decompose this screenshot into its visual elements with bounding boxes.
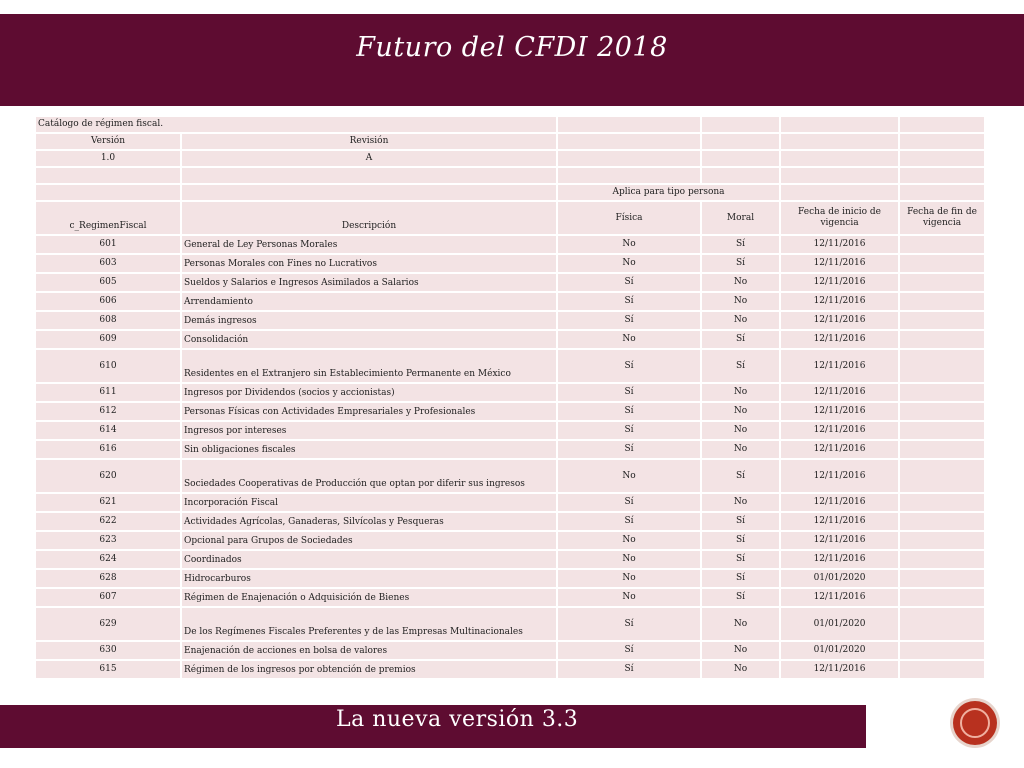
row-start-date: 12/11/2016 (781, 494, 898, 511)
row-description: Hidrocarburos (182, 570, 556, 587)
row-description: Coordinados (182, 551, 556, 568)
row-moral: No (702, 312, 779, 329)
row-description: General de Ley Personas Morales (182, 236, 556, 253)
row-moral: No (702, 494, 779, 511)
row-code: 611 (36, 384, 180, 401)
row-code: 624 (36, 551, 180, 568)
row-description: Arrendamiento (182, 293, 556, 310)
row-start-date: 01/01/2020 (781, 608, 898, 640)
row-moral: Sí (702, 236, 779, 253)
row-end-date (900, 384, 984, 401)
row-end-date (900, 661, 984, 678)
applies-label: Aplica para tipo persona (558, 185, 779, 200)
table-row (36, 403, 984, 420)
row-fisica: Sí (558, 441, 700, 458)
row-fisica: Sí (558, 312, 700, 329)
row-code: 623 (36, 532, 180, 549)
row-end-date (900, 331, 984, 348)
row-description: Opcional para Grupos de Sociedades (182, 532, 556, 549)
row-description: Demás ingresos (182, 312, 556, 329)
row-code: 601 (36, 236, 180, 253)
row-fisica: Sí (558, 384, 700, 401)
row-start-date: 01/01/2020 (781, 570, 898, 587)
row-code: 605 (36, 274, 180, 291)
row-fisica: Sí (558, 422, 700, 439)
page-title: Futuro del CFDI 2018 (356, 32, 668, 63)
row-code: 608 (36, 312, 180, 329)
row-fisica: No (558, 551, 700, 568)
row-code: 612 (36, 403, 180, 420)
version-value: 1.0 (36, 151, 180, 166)
row-moral: Sí (702, 589, 779, 606)
row-description: Sin obligaciones fiscales (182, 441, 556, 458)
row-start-date: 12/11/2016 (781, 513, 898, 530)
table-row (36, 551, 984, 568)
row-code: 615 (36, 661, 180, 678)
row-description: Ingresos por intereses (182, 422, 556, 439)
row-end-date (900, 236, 984, 253)
row-end-date (900, 608, 984, 640)
row-end-date (900, 293, 984, 310)
table-row (36, 255, 984, 272)
row-code: 628 (36, 570, 180, 587)
version-header-row (36, 134, 984, 149)
row-start-date: 12/11/2016 (781, 236, 898, 253)
revision-value: A (182, 151, 556, 166)
row-code: 622 (36, 513, 180, 530)
row-fisica: No (558, 589, 700, 606)
circle-logo-ring (960, 708, 990, 738)
row-end-date (900, 312, 984, 329)
row-moral: No (702, 422, 779, 439)
row-end-date (900, 274, 984, 291)
table-row (36, 661, 984, 678)
table-row (36, 570, 984, 587)
row-start-date: 12/11/2016 (781, 403, 898, 420)
row-fisica: Sí (558, 350, 700, 382)
row-start-date: 12/11/2016 (781, 589, 898, 606)
table-row (36, 513, 984, 530)
row-fisica: No (558, 236, 700, 253)
row-start-date: 12/11/2016 (781, 293, 898, 310)
row-start-date: 12/11/2016 (781, 422, 898, 439)
row-moral: No (702, 661, 779, 678)
row-code: 603 (36, 255, 180, 272)
row-moral: No (702, 274, 779, 291)
row-moral: No (702, 642, 779, 659)
table-row (36, 350, 984, 382)
row-moral: No (702, 384, 779, 401)
row-fisica: No (558, 570, 700, 587)
row-code: 620 (36, 460, 180, 492)
row-description: Ingresos por Dividendos (socios y accionistas) (182, 384, 556, 401)
row-moral: Sí (702, 570, 779, 587)
row-description: Actividades Agrícolas, Ganaderas, Silvícolas y Pesqueras (182, 513, 556, 530)
row-moral: Sí (702, 255, 779, 272)
row-description: Consolidación (182, 331, 556, 348)
row-description: Residentes en el Extranjero sin Establecimiento Permanente en México (182, 350, 556, 382)
table-row (36, 293, 984, 310)
row-start-date: 12/11/2016 (781, 441, 898, 458)
row-end-date (900, 532, 984, 549)
row-fisica: Sí (558, 642, 700, 659)
row-end-date (900, 494, 984, 511)
row-end-date (900, 551, 984, 568)
table-row (36, 441, 984, 458)
row-start-date: 12/11/2016 (781, 460, 898, 492)
table-row (36, 460, 984, 492)
row-description: Personas Físicas con Actividades Empresariales y Profesionales (182, 403, 556, 420)
table-row (36, 608, 984, 640)
applies-row (36, 185, 984, 200)
row-start-date: 12/11/2016 (781, 384, 898, 401)
row-description: Régimen de Enajenación o Adquisición de Bienes (182, 589, 556, 606)
table-row (36, 589, 984, 606)
table-row (36, 422, 984, 439)
table-row (36, 642, 984, 659)
header-fisica: Física (558, 202, 700, 234)
row-end-date (900, 403, 984, 420)
row-moral: Sí (702, 460, 779, 492)
row-description: De los Regímenes Fiscales Preferentes y de las Empresas Multinacionales (182, 608, 556, 640)
footer-title: La nueva versión 3.3 (336, 707, 579, 732)
row-fisica: Sí (558, 494, 700, 511)
row-start-date: 12/11/2016 (781, 312, 898, 329)
header-code: c_RegimenFiscal (36, 202, 180, 234)
row-moral: Sí (702, 350, 779, 382)
row-start-date: 12/11/2016 (781, 350, 898, 382)
row-end-date (900, 642, 984, 659)
row-moral: No (702, 403, 779, 420)
row-fisica: Sí (558, 661, 700, 678)
row-moral: Sí (702, 532, 779, 549)
row-code: 609 (36, 331, 180, 348)
row-fisica: Sí (558, 513, 700, 530)
revision-label: Revisión (182, 134, 556, 149)
row-fisica: Sí (558, 403, 700, 420)
row-start-date: 12/11/2016 (781, 661, 898, 678)
table-row (36, 274, 984, 291)
catalog-caption: Catálogo de régimen fiscal. (36, 117, 556, 132)
row-code: 610 (36, 350, 180, 382)
row-start-date: 12/11/2016 (781, 532, 898, 549)
table-row (36, 494, 984, 511)
row-moral: No (702, 441, 779, 458)
caption-row (36, 117, 984, 132)
version-label: Versión (36, 134, 180, 149)
row-description: Enajenación de acciones en bolsa de valores (182, 642, 556, 659)
row-code: 630 (36, 642, 180, 659)
row-end-date (900, 589, 984, 606)
row-code: 606 (36, 293, 180, 310)
row-end-date (900, 350, 984, 382)
row-end-date (900, 513, 984, 530)
row-end-date (900, 255, 984, 272)
header-description: Descripción (182, 202, 556, 234)
row-fisica: No (558, 331, 700, 348)
row-start-date: 12/11/2016 (781, 255, 898, 272)
row-moral: No (702, 293, 779, 310)
row-end-date (900, 570, 984, 587)
row-code: 607 (36, 589, 180, 606)
version-value-row (36, 151, 984, 166)
table-row (36, 384, 984, 401)
row-description: Incorporación Fiscal (182, 494, 556, 511)
row-end-date (900, 422, 984, 439)
row-fisica: Sí (558, 274, 700, 291)
row-code: 629 (36, 608, 180, 640)
column-header-row (36, 202, 984, 234)
row-moral: Sí (702, 513, 779, 530)
table-row (36, 236, 984, 253)
row-start-date: 12/11/2016 (781, 331, 898, 348)
row-description: Sociedades Cooperativas de Producción que optan por diferir sus ingresos (182, 460, 556, 492)
row-moral: Sí (702, 551, 779, 568)
table-row (36, 312, 984, 329)
row-description: Personas Morales con Fines no Lucrativos (182, 255, 556, 272)
row-start-date: 12/11/2016 (781, 274, 898, 291)
row-end-date (900, 441, 984, 458)
row-code: 614 (36, 422, 180, 439)
row-start-date: 12/11/2016 (781, 551, 898, 568)
row-start-date: 01/01/2020 (781, 642, 898, 659)
row-fisica: No (558, 255, 700, 272)
row-description: Régimen de los ingresos por obtención de premios (182, 661, 556, 678)
row-code: 616 (36, 441, 180, 458)
regimen-fiscal-table (34, 115, 986, 680)
row-fisica: No (558, 532, 700, 549)
row-end-date (900, 460, 984, 492)
header-end-date: Fecha de fin de vigencia (900, 202, 984, 234)
row-code: 621 (36, 494, 180, 511)
row-moral: Sí (702, 331, 779, 348)
row-fisica: Sí (558, 293, 700, 310)
row-moral: No (702, 608, 779, 640)
empty-row (36, 168, 984, 183)
table-row (36, 532, 984, 549)
row-description: Sueldos y Salarios e Ingresos Asimilados a Salarios (182, 274, 556, 291)
header-start-date: Fecha de inicio de vigencia (781, 202, 898, 234)
row-fisica: Sí (558, 608, 700, 640)
row-fisica: No (558, 460, 700, 492)
circle-logo-icon (953, 701, 997, 745)
catalog-table-wrap (34, 115, 986, 680)
header-moral: Moral (702, 202, 779, 234)
table-row (36, 331, 984, 348)
